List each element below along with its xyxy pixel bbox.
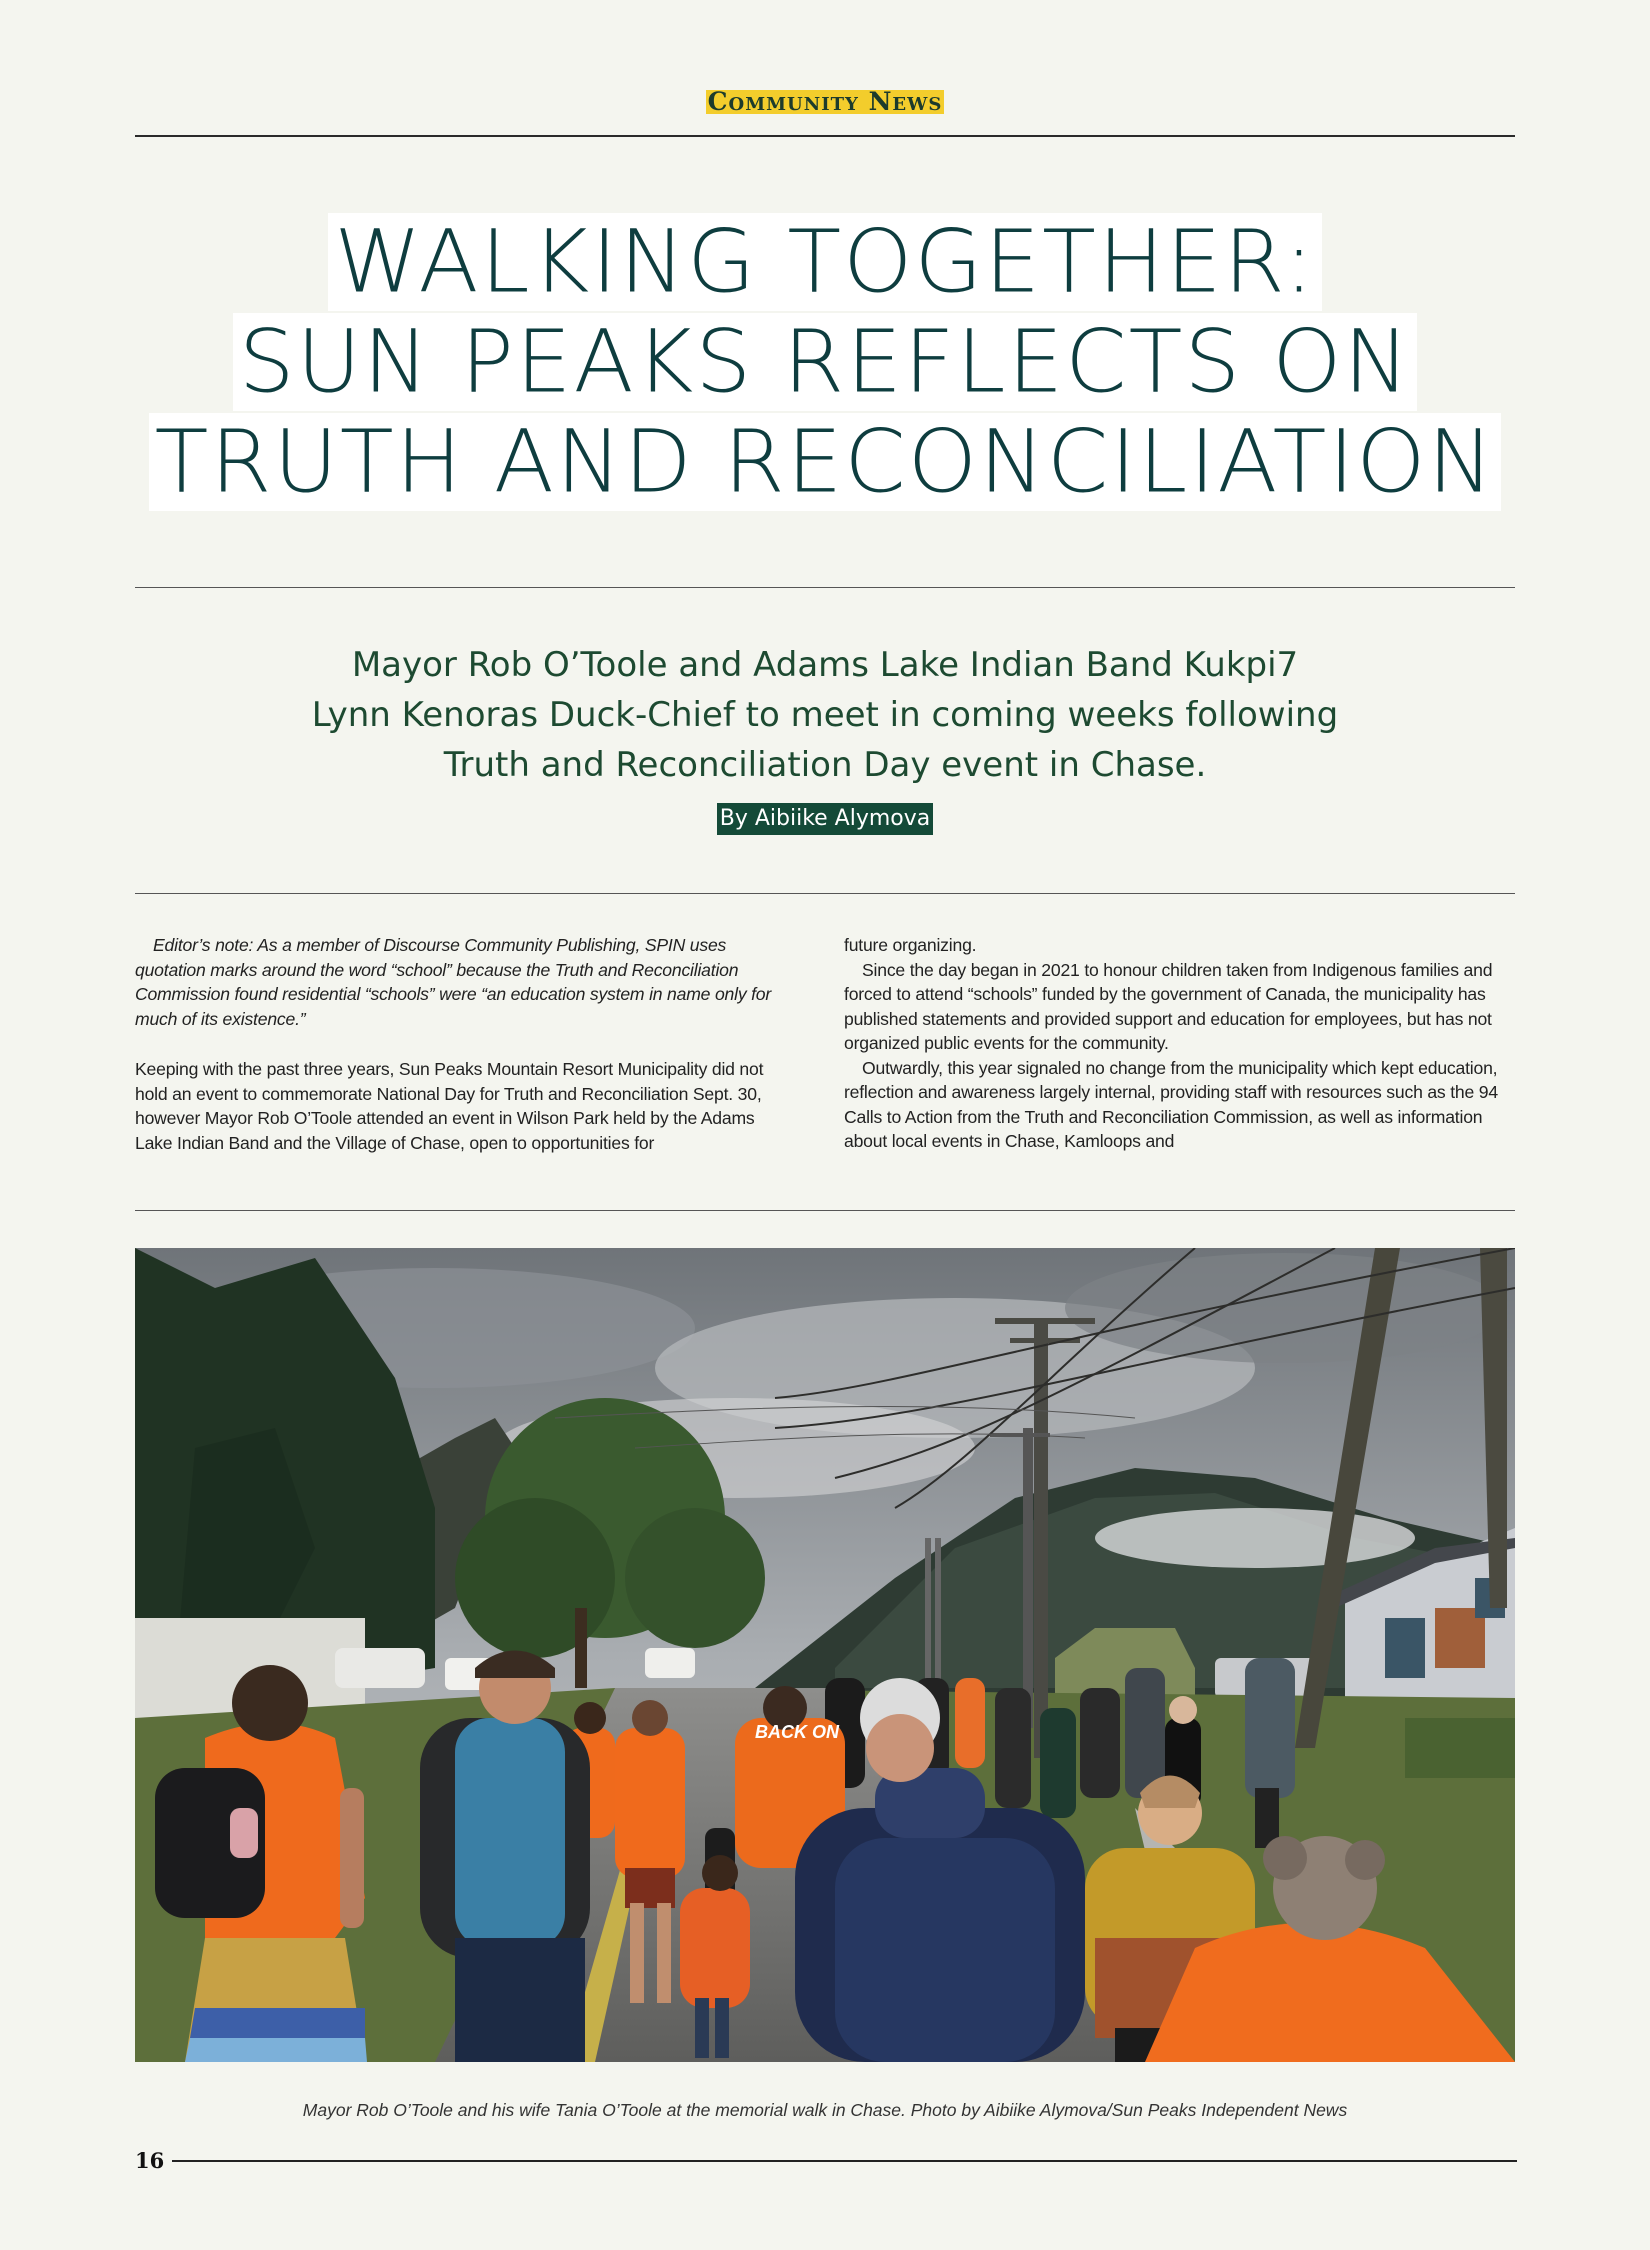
footer-rule xyxy=(172,2160,1517,2162)
photo-caption: Mayor Rob O’Toole and his wife Tania O’Toole at the memorial walk in Chase. Photo by Aibiike Alymova/Sun Peaks Independent News xyxy=(302,2100,1348,2120)
body-paragraph-2: Since the day began in 2021 to honour children taken from Indigenous families and forced to attend “schools” funded by the government of Canada, the municipality has published statements and provided support and education for employees, but has not organized public events for the community. xyxy=(844,959,1493,1053)
section-label-wrap xyxy=(0,87,1650,116)
headline xyxy=(0,212,1650,512)
byline-wrap xyxy=(0,803,1650,835)
divider-rule-2 xyxy=(135,893,1515,894)
body-column-left xyxy=(135,933,795,1155)
page-number: 16 xyxy=(135,2148,165,2173)
section-label: Community News xyxy=(707,87,943,116)
dek-line-3: Truth and Reconciliation Day event in Chase. xyxy=(443,745,1207,785)
dek-line-2: Lynn Kenoras Duck-Chief to meet in coming weeks following xyxy=(311,695,1339,735)
byline: By Aibiike Alymova xyxy=(717,803,934,835)
header-rule xyxy=(135,135,1515,137)
headline-line-1: WALKING TOGETHER: xyxy=(328,213,1322,311)
memorial-walk-photo xyxy=(135,1248,1515,2062)
headline-line-3: TRUTH AND RECONCILIATION xyxy=(149,413,1502,511)
dek xyxy=(235,640,1415,790)
body-paragraph-3: Outwardly, this year signaled no change from the municipality which kept education, reflection and awareness largely internal, providing staff with resources such as the 94 Calls to Action from the Truth and Reconciliation Commission, as well as information about local events in Chase, Kamloops and xyxy=(844,1057,1498,1151)
body-continuation: future organizing. xyxy=(844,935,977,955)
editors-note: Editor’s note: As a member of Discourse Community Publishing, SPIN uses quotation marks around the word “school” because the Truth and Reconciliation Commission found residential “schools” were “an education system in name only for much of its existence.” xyxy=(135,935,772,1029)
body-column-right xyxy=(844,933,1514,1154)
divider-rule-3 xyxy=(135,1210,1515,1211)
divider-rule-1 xyxy=(135,587,1515,588)
dek-line-1: Mayor Rob O’Toole and Adams Lake Indian Band Kukpi7 xyxy=(351,645,1299,685)
headline-line-2: SUN PEAKS REFLECTS ON xyxy=(233,313,1418,411)
paragraph-gap xyxy=(135,1031,795,1057)
body-paragraph-1: Keeping with the past three years, Sun Peaks Mountain Resort Municipality did not hold an event to commemorate National Day for Truth and Reconciliation Sept. 30, however Mayor Rob O’Toole attended an event in Wilson Park held by the Adams Lake Indian Band and the Village of Chase, open to opportunities for xyxy=(135,1059,764,1153)
sign-text: BACK ON xyxy=(755,1722,839,1742)
